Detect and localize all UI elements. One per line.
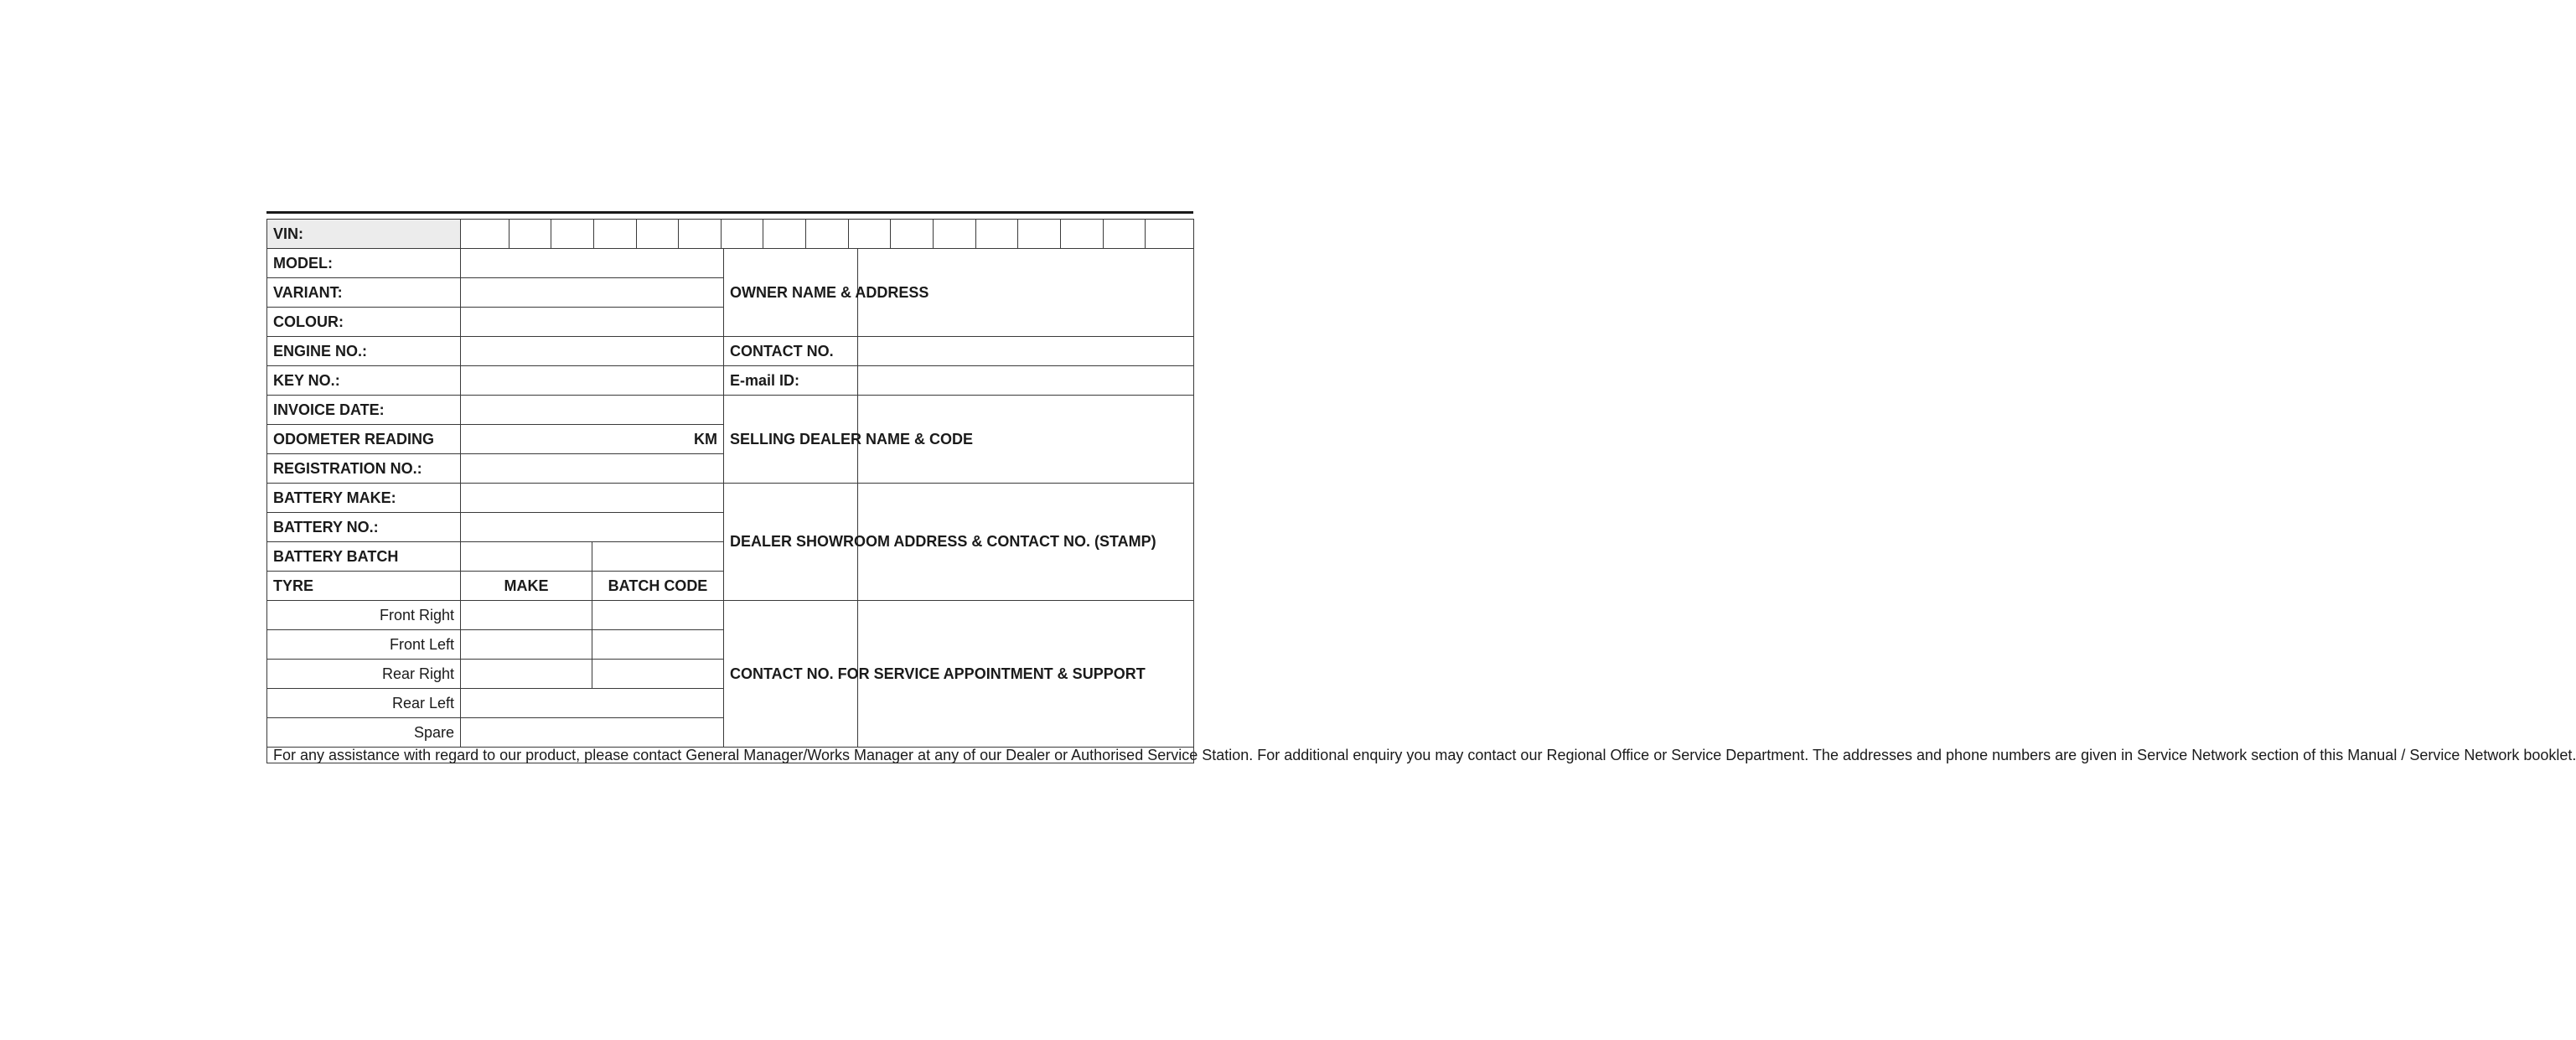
tyre-spare-field[interactable] <box>461 718 724 748</box>
vin-box[interactable] <box>805 220 848 248</box>
assistance-note: For any assistance with regard to our product, please contact General Manager/Works Manager at any of our Dealer or Authorised Service Station. For additional enquiry you may contact our Regional Office or Service Department. The addresses and phone numbers are given in Service Network section of this Manual / Service Network booklet. <box>267 748 1194 763</box>
tyre-front-left-label: Front Left <box>267 630 461 660</box>
vin-box[interactable] <box>467 220 509 248</box>
odometer-field[interactable] <box>461 425 724 454</box>
top-rule <box>266 211 1193 214</box>
tyre-batch-code-header: BATCH CODE <box>592 572 724 601</box>
odometer-unit: KM <box>694 430 717 448</box>
key-no-field[interactable] <box>461 366 724 396</box>
model-label: MODEL: <box>267 249 461 278</box>
variant-field[interactable] <box>461 278 724 308</box>
vin-box[interactable] <box>890 220 933 248</box>
engine-no-label: ENGINE NO.: <box>267 337 461 366</box>
contact-no-label: CONTACT NO. <box>724 337 858 366</box>
invoice-date-field[interactable] <box>461 396 724 425</box>
selling-dealer-label: SELLING DEALER NAME & CODE <box>724 396 858 484</box>
vin-box[interactable] <box>763 220 805 248</box>
vin-box[interactable] <box>721 220 763 248</box>
key-no-label: KEY NO.: <box>267 366 461 396</box>
contact-no-field[interactable] <box>858 337 1194 366</box>
vin-entry-cell[interactable] <box>461 220 1194 249</box>
vin-box[interactable] <box>1017 220 1060 248</box>
tyre-label: TYRE <box>267 572 461 601</box>
tyre-rear-right-make-field[interactable] <box>461 660 592 689</box>
vin-box[interactable] <box>593 220 636 248</box>
tyre-rear-left-field[interactable] <box>461 689 724 718</box>
vin-box[interactable] <box>636 220 679 248</box>
tyre-front-left-make-field[interactable] <box>461 630 592 660</box>
dealer-showroom-label: DEALER SHOWROOM ADDRESS & CONTACT NO. (STAMP) <box>724 484 858 601</box>
vin-box[interactable] <box>551 220 593 248</box>
vin-box[interactable] <box>848 220 891 248</box>
owner-label: OWNER NAME & ADDRESS <box>724 249 858 337</box>
vin-label: VIN: <box>267 220 461 249</box>
battery-batch-field-1[interactable] <box>461 542 592 572</box>
colour-label: COLOUR: <box>267 308 461 337</box>
odometer-label: ODOMETER READING <box>267 425 461 454</box>
tyre-rear-right-label: Rear Right <box>267 660 461 689</box>
battery-make-field[interactable] <box>461 484 724 513</box>
variant-label: VARIANT: <box>267 278 461 308</box>
vin-box[interactable] <box>1060 220 1103 248</box>
battery-batch-field-2[interactable] <box>592 542 724 572</box>
colour-field[interactable] <box>461 308 724 337</box>
vehicle-details-table <box>266 219 2576 763</box>
email-field[interactable] <box>858 366 1194 396</box>
tyre-front-right-batch-field[interactable] <box>592 601 724 630</box>
battery-make-label: BATTERY MAKE: <box>267 484 461 513</box>
service-contact-label: CONTACT NO. FOR SERVICE APPOINTMENT & SUPPORT <box>724 601 858 748</box>
tyre-make-header: MAKE <box>461 572 592 601</box>
tyre-rear-right-batch-field[interactable] <box>592 660 724 689</box>
battery-batch-label: BATTERY BATCH <box>267 542 461 572</box>
vin-box[interactable] <box>1103 220 1146 248</box>
registration-no-label: REGISTRATION NO.: <box>267 454 461 484</box>
vin-box[interactable] <box>975 220 1018 248</box>
model-field[interactable] <box>461 249 724 278</box>
vin-box[interactable] <box>933 220 975 248</box>
tyre-front-right-label: Front Right <box>267 601 461 630</box>
vin-box[interactable] <box>678 220 721 248</box>
battery-no-label: BATTERY NO.: <box>267 513 461 542</box>
invoice-date-label: INVOICE DATE: <box>267 396 461 425</box>
tyre-spare-label: Spare <box>267 718 461 748</box>
tyre-rear-left-label: Rear Left <box>267 689 461 718</box>
tyre-front-left-batch-field[interactable] <box>592 630 724 660</box>
vehicle-details-form <box>266 219 2576 763</box>
engine-no-field[interactable] <box>461 337 724 366</box>
email-label: E-mail ID: <box>724 366 858 396</box>
vin-box[interactable] <box>1145 220 1187 248</box>
registration-no-field[interactable] <box>461 454 724 484</box>
vin-box[interactable] <box>509 220 551 248</box>
vin-boxes <box>467 220 1187 248</box>
battery-no-field[interactable] <box>461 513 724 542</box>
tyre-front-right-make-field[interactable] <box>461 601 592 630</box>
